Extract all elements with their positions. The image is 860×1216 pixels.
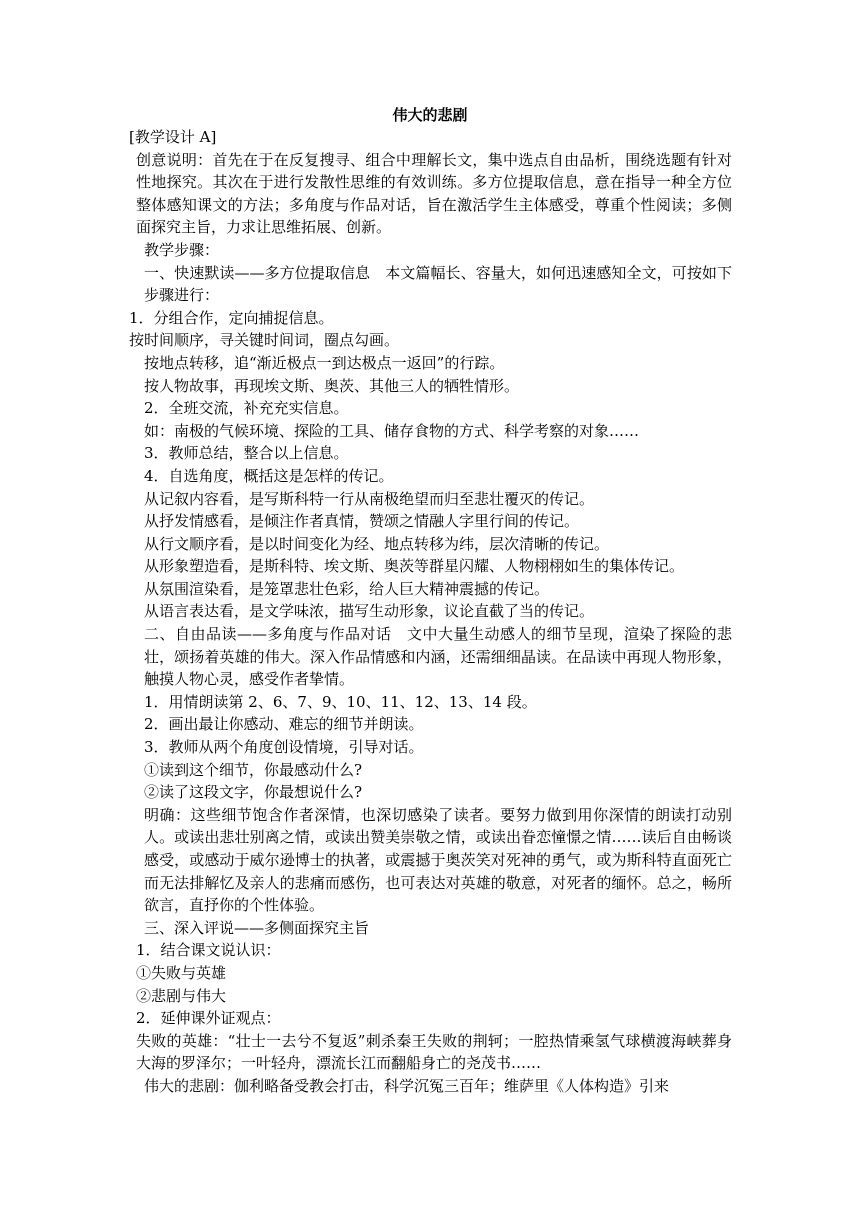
list-item: 1．结合课文说认识：	[136, 941, 281, 960]
list-item: 3．教师总结，整合以上信息。	[144, 444, 349, 463]
section-heading-2: 二、自由品读——多角度与作品对话 文中大量生动感人的细节呈现，渲染了探险的悲壮，颂扬着英雄的伟大。深入作品情感和内涵，还需细细晶读。在品读中再现人物形象，触摸人物心灵，感受作者挚情。	[144, 625, 732, 689]
list-item: ②读了这段文字，你最想说什么?	[144, 783, 363, 802]
document-title: 伟大的悲剧	[392, 106, 468, 124]
paragraph-great-tragedy: 伟大的悲剧：伽利略备受教会打击，科学沉冤三百年；维萨里《人体构造》引来	[144, 1076, 670, 1095]
list-item: 2．延伸课外证观点：	[136, 1009, 281, 1028]
list-item: 2．画出最让你感动、难忘的细节并朗读。	[144, 715, 424, 734]
list-item: 按人物故事，再现埃文斯、奥茨、其他三人的牺牲情形。	[144, 376, 520, 395]
list-item: 从记叙内容看，是写斯科特一行从南极绝望而归至悲壮覆灭的传记。	[144, 489, 595, 508]
paragraph-creative-intent: 创意说明：首先在于在反复搜寻、组合中理解长文，集中选点自由品析，围绕选题有针对性地探究。其次在于进行发散性思维的有效训练。多方位提取信息，意在指导一种全方位整体感知课文的方法；多角度与作品对话，旨在激活学生主体感受，尊重个性阅读；多侧面探究主旨，力求让思维拓展、创新。	[136, 150, 732, 237]
paragraph-clarification: 明确：这些细节饱含作者深情，也深切感染了读者。要努力做到用你深情的朗读打动别人。或读出悲壮别离之情，或读出赞美崇敬之情，或读出眷恋憧憬之情……读后自由畅谈感受，或感动于威尔逊博士的执著，或震撼于奥茨笑对死神的勇气，或为斯科特直面死亡而无法排解忆及亲人的悲痛而感伤，也可表达对英雄的敬意，对死者的缅怀。总之，畅所欲言，直抒你的个性体验。	[144, 805, 732, 915]
list-item: 从抒发情感看，是倾注作者真情，赞颂之情融人字里行间的传记。	[144, 512, 580, 531]
section-heading-3: 三、深入评说——多侧面探究主旨	[144, 918, 370, 937]
document-body	[129, 126, 732, 1098]
section-heading-1: 一、快速默读——多方位提取信息 本文篇幅长、容量大，如何迅速感知全文，可按如下步骤进行：	[144, 263, 732, 305]
list-item: 从氛围渲染看，是笼罩悲壮色彩，给人巨大精神震撼的传记。	[144, 579, 550, 598]
list-item: 1．用情朗读第 2、6、7、9、10、11、12、13、14 段。	[144, 692, 537, 711]
list-item: ①失败与英雄	[136, 963, 227, 982]
list-item: 4．自选角度，概括这是怎样的传记。	[144, 466, 394, 485]
list-item: 按时间顺序，寻关键时间词，圈点勾画。	[129, 331, 400, 350]
paragraph-steps-heading: 教学步骤：	[144, 240, 220, 259]
list-item: 按地点转移，追“渐近极点一到达极点一返回”的行踪。	[144, 353, 505, 372]
list-item: 从形象塑造看，是斯科特、埃文斯、奥茨等群星闪耀、人物栩栩如生的集体传记。	[144, 557, 685, 576]
list-item: 从语言表达看，是文学味浓，描写生动形象，议论直截了当的传记。	[144, 602, 595, 621]
list-item: 1．分组合作，定向捕捉信息。	[129, 308, 334, 327]
design-heading: [教学设计 A]	[129, 128, 217, 146]
list-item: ①读到这个细节，你最感动什么?	[144, 760, 363, 779]
list-item: 2．全班交流，补充充实信息。	[144, 399, 349, 418]
list-item: ②悲剧与伟大	[136, 986, 227, 1005]
list-item: 从行文顺序看，是以时间变化为经、地点转移为纬，层次清晰的传记。	[144, 534, 610, 553]
list-item: 3．教师从两个角度创设情境，引导对话。	[144, 738, 424, 757]
list-item: 如：南极的气候环境、探险的工具、储存食物的方式、科学考察的对象……	[144, 421, 640, 440]
paragraph-failed-heroes: 失败的英雄：“壮士一去兮不复返”刺杀秦王失败的荆轲；一腔热情乘氢气球横渡海峡葬身大海的罗泽尔；一叶轻舟，漂流长江而翻船身亡的尧茂书……	[136, 1031, 732, 1073]
